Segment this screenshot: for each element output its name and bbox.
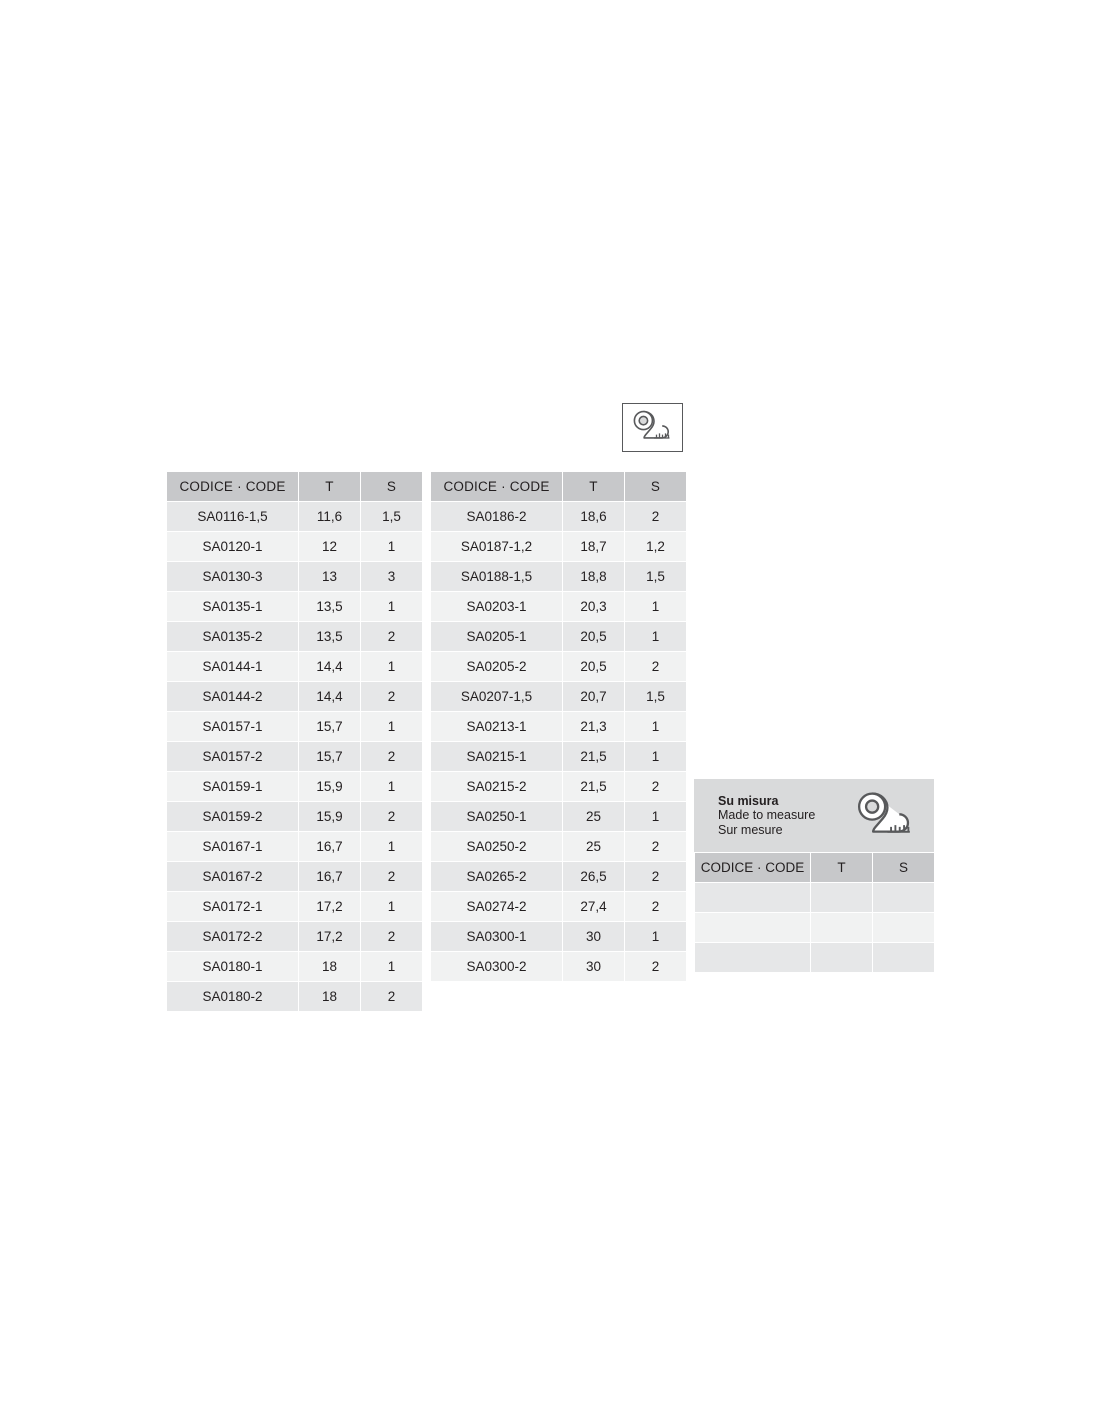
column-header-s: S xyxy=(873,853,935,883)
cell-s: 1 xyxy=(625,592,687,622)
cell-code: SA0180-1 xyxy=(167,952,299,982)
cell-s: 2 xyxy=(361,982,423,1012)
cell-s: 1 xyxy=(625,712,687,742)
cell-t: 18 xyxy=(299,982,361,1012)
cell-code: SA0120-1 xyxy=(167,532,299,562)
cell-t: 16,7 xyxy=(299,862,361,892)
table-row xyxy=(695,943,935,973)
table-row xyxy=(431,832,687,862)
cell-t: 18,6 xyxy=(563,502,625,532)
cell-t: 15,9 xyxy=(299,802,361,832)
cell-code: SA0159-1 xyxy=(167,772,299,802)
cell-code: SA0215-1 xyxy=(431,742,563,772)
cell-code: SA0116-1,5 xyxy=(167,502,299,532)
cell-t: 21,5 xyxy=(563,772,625,802)
cell-s: 2 xyxy=(625,862,687,892)
cell-code: SA0157-2 xyxy=(167,742,299,772)
cell-s: 2 xyxy=(625,952,687,982)
table-row xyxy=(167,922,423,952)
cell-t: 11,6 xyxy=(299,502,361,532)
table-row xyxy=(695,913,935,943)
cell-t: 27,4 xyxy=(563,892,625,922)
column-header-t: T xyxy=(299,472,361,502)
cell-code: SA0188-1,5 xyxy=(431,562,563,592)
cell-s: 1 xyxy=(625,742,687,772)
cell-s: 2 xyxy=(625,892,687,922)
table-row xyxy=(695,883,935,913)
cell-t xyxy=(811,883,873,913)
cell-code: SA0300-2 xyxy=(431,952,563,982)
label-su-misura: Su misura xyxy=(718,793,779,808)
table-row xyxy=(167,652,423,682)
cell-code: SA0144-1 xyxy=(167,652,299,682)
table-row xyxy=(431,682,687,712)
table-row xyxy=(431,562,687,592)
cell-s: 2 xyxy=(625,502,687,532)
cell-t: 13,5 xyxy=(299,622,361,652)
cell-code: SA0135-2 xyxy=(167,622,299,652)
table-row xyxy=(431,712,687,742)
cell-t: 13,5 xyxy=(299,592,361,622)
cell-t: 25 xyxy=(563,832,625,862)
table-row xyxy=(167,562,423,592)
table-row xyxy=(431,892,687,922)
cell-t: 30 xyxy=(563,952,625,982)
table-header-row xyxy=(431,472,687,502)
cell-t: 17,2 xyxy=(299,892,361,922)
cell-code: SA0144-2 xyxy=(167,682,299,712)
cell-t: 15,9 xyxy=(299,772,361,802)
cell-s: 2 xyxy=(361,682,423,712)
cell-t: 12 xyxy=(299,532,361,562)
table-row xyxy=(431,922,687,952)
cell-t: 14,4 xyxy=(299,682,361,712)
cell-t: 18,8 xyxy=(563,562,625,592)
table-row xyxy=(167,862,423,892)
column-header-t: T xyxy=(811,853,873,883)
cell-t: 14,4 xyxy=(299,652,361,682)
cell-code: SA0130-3 xyxy=(167,562,299,592)
table-row xyxy=(431,532,687,562)
table-header-row xyxy=(695,853,935,883)
table-header-row xyxy=(167,472,423,502)
cell-code: SA0250-1 xyxy=(431,802,563,832)
table-row xyxy=(167,742,423,772)
column-header-t: T xyxy=(563,472,625,502)
cell-t xyxy=(811,943,873,973)
made-to-measure-header xyxy=(694,779,934,852)
cell-t: 16,7 xyxy=(299,832,361,862)
cell-code: SA0167-2 xyxy=(167,862,299,892)
cell-s: 1 xyxy=(361,772,423,802)
cell-t: 25 xyxy=(563,802,625,832)
cell-t: 13 xyxy=(299,562,361,592)
spec-table-left xyxy=(166,471,423,1012)
cell-code: SA0203-1 xyxy=(431,592,563,622)
cell-s: 1 xyxy=(625,622,687,652)
table-row xyxy=(431,742,687,772)
table-row xyxy=(167,982,423,1012)
cell-s: 2 xyxy=(625,652,687,682)
column-header-s: S xyxy=(361,472,423,502)
cell-s: 1 xyxy=(625,922,687,952)
cell-s: 1 xyxy=(361,712,423,742)
table-row xyxy=(431,592,687,622)
label-made-to-measure: Made to measure xyxy=(718,808,816,823)
cell-s: 1 xyxy=(361,592,423,622)
cell-s: 1,5 xyxy=(625,682,687,712)
cell-code xyxy=(695,913,811,943)
cell-s: 2 xyxy=(361,622,423,652)
cell-code: SA0300-1 xyxy=(431,922,563,952)
cell-code: SA0215-2 xyxy=(431,772,563,802)
table-row xyxy=(167,832,423,862)
column-header-code: CODICE · CODE xyxy=(695,853,811,883)
cell-s: 1,5 xyxy=(625,562,687,592)
made-to-measure-panel xyxy=(694,779,934,973)
table-row xyxy=(431,952,687,982)
table-row xyxy=(167,592,423,622)
cell-code xyxy=(695,943,811,973)
cell-code: SA0265-2 xyxy=(431,862,563,892)
table-row xyxy=(167,502,423,532)
cell-s: 1 xyxy=(361,532,423,562)
table-row xyxy=(167,712,423,742)
table-row xyxy=(431,622,687,652)
cell-t: 21,5 xyxy=(563,742,625,772)
cell-t: 30 xyxy=(563,922,625,952)
made-to-measure-labels xyxy=(718,794,815,838)
cell-s: 2 xyxy=(361,922,423,952)
cell-code: SA0187-1,2 xyxy=(431,532,563,562)
cell-code: SA0205-2 xyxy=(431,652,563,682)
cell-code: SA0172-1 xyxy=(167,892,299,922)
cell-s: 3 xyxy=(361,562,423,592)
tape-measure-icon-box xyxy=(622,403,683,452)
cell-code: SA0213-1 xyxy=(431,712,563,742)
cell-t: 26,5 xyxy=(563,862,625,892)
table-row xyxy=(167,952,423,982)
table-row xyxy=(431,502,687,532)
cell-t: 20,5 xyxy=(563,622,625,652)
cell-t xyxy=(811,913,873,943)
cell-s: 2 xyxy=(625,772,687,802)
cell-s xyxy=(873,883,935,913)
cell-t: 15,7 xyxy=(299,712,361,742)
cell-s: 2 xyxy=(625,832,687,862)
cell-s: 1 xyxy=(361,952,423,982)
cell-s: 1,5 xyxy=(361,502,423,532)
cell-s: 2 xyxy=(361,802,423,832)
cell-t: 18 xyxy=(299,952,361,982)
table-row xyxy=(431,862,687,892)
cell-s: 1 xyxy=(361,652,423,682)
table-row xyxy=(167,772,423,802)
cell-code: SA0207-1,5 xyxy=(431,682,563,712)
column-header-s: S xyxy=(625,472,687,502)
cell-s: 1 xyxy=(625,802,687,832)
cell-code: SA0250-2 xyxy=(431,832,563,862)
cell-code: SA0205-1 xyxy=(431,622,563,652)
cell-s: 1 xyxy=(361,832,423,862)
cell-code: SA0167-1 xyxy=(167,832,299,862)
cell-code: SA0159-2 xyxy=(167,802,299,832)
column-header-code: CODICE · CODE xyxy=(431,472,563,502)
cell-s: 2 xyxy=(361,742,423,772)
tape-measure-icon xyxy=(850,787,922,844)
made-to-measure-table xyxy=(694,852,935,973)
cell-code: SA0157-1 xyxy=(167,712,299,742)
cell-t: 20,7 xyxy=(563,682,625,712)
table-row xyxy=(167,622,423,652)
cell-t: 17,2 xyxy=(299,922,361,952)
spec-table-right xyxy=(430,471,687,982)
cell-code: SA0135-1 xyxy=(167,592,299,622)
cell-s: 1,2 xyxy=(625,532,687,562)
table-row xyxy=(167,892,423,922)
cell-t: 20,3 xyxy=(563,592,625,622)
cell-code: SA0186-2 xyxy=(431,502,563,532)
table-row xyxy=(431,802,687,832)
cell-t: 15,7 xyxy=(299,742,361,772)
cell-s: 1 xyxy=(361,892,423,922)
label-sur-mesure: Sur mesure xyxy=(718,822,783,837)
column-header-code: CODICE · CODE xyxy=(167,472,299,502)
table-row xyxy=(431,772,687,802)
cell-code: SA0172-2 xyxy=(167,922,299,952)
table-row xyxy=(167,532,423,562)
table-row xyxy=(431,652,687,682)
cell-s xyxy=(873,943,935,973)
table-row xyxy=(167,802,423,832)
tape-measure-icon xyxy=(629,407,677,448)
table-row xyxy=(167,682,423,712)
cell-code xyxy=(695,883,811,913)
cell-code: SA0274-2 xyxy=(431,892,563,922)
cell-t: 18,7 xyxy=(563,532,625,562)
cell-s: 2 xyxy=(361,862,423,892)
cell-s xyxy=(873,913,935,943)
cell-t: 20,5 xyxy=(563,652,625,682)
cell-t: 21,3 xyxy=(563,712,625,742)
cell-code: SA0180-2 xyxy=(167,982,299,1012)
